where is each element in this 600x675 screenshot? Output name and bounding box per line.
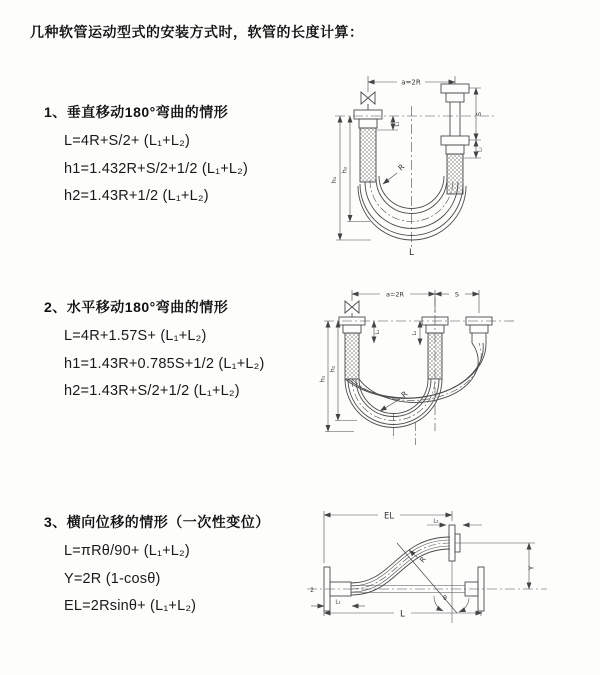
d1-label-a2r: a=2R <box>401 78 421 87</box>
d1-label-h1: h₁ <box>330 176 338 184</box>
diagram-vertical-180-bend <box>313 66 515 258</box>
d3-angle-construction <box>397 543 469 623</box>
d1-label-l2: L₂ <box>477 147 484 152</box>
d1-label-l1: L₁ <box>395 121 401 127</box>
d2-label-radius: R <box>399 389 410 400</box>
d2-arc-center-ticks <box>394 413 416 445</box>
section-heading: 3、横向位移的情形（一次性变位） <box>44 514 270 530</box>
d2-label-s: S <box>454 290 460 299</box>
d3-label-radius: R <box>418 555 428 565</box>
formula-line: Y=2R (1-cosθ) <box>64 570 161 587</box>
d1-right-pipe <box>441 84 469 194</box>
d1-label-h2: h₂ <box>340 166 349 174</box>
formula-line: h2=1.43R+1/2 (L₁+L₂) <box>64 188 209 204</box>
d2-left-pipe <box>339 317 365 379</box>
section-horizontal-180 <box>44 297 265 411</box>
d3-drawing <box>307 511 547 623</box>
d2-valve-icon <box>345 301 359 317</box>
diagram-lateral-displacement <box>299 503 559 648</box>
section-heading: 2、水平移动180°弯曲的情形 <box>44 299 229 315</box>
formula-line: h2=1.43R+S/2+1/2 (L₁+L₂) <box>64 383 240 399</box>
d3-label-el: EL <box>383 511 395 522</box>
d3-label-l: L <box>399 609 406 620</box>
formula-line: h1=1.432R+S/2+1/2 (L₁+L₂) <box>64 160 249 177</box>
d2-u-bend-original <box>345 379 442 428</box>
d2-label-l1: L₁ <box>375 329 381 335</box>
d1-valve-icon <box>361 92 375 110</box>
d1-drawing <box>335 76 495 248</box>
d3-label-z-mark: z̄ <box>310 586 314 594</box>
diagram-horizontal-180-bend <box>312 281 527 453</box>
section-lateral-displacement <box>44 512 270 626</box>
formula-line: L=4R+S/2+ (L₁+L₂) <box>64 133 190 149</box>
d3-label-l1: L₁ <box>335 599 341 606</box>
d3-label-theta: θ <box>443 595 447 602</box>
d2-u-bend-displaced <box>345 343 486 402</box>
d1-left-pipe <box>354 110 382 182</box>
d3-s-curve-hose <box>351 537 450 595</box>
section-vertical-180 <box>44 102 248 216</box>
d2-middle-pipe <box>422 317 448 379</box>
section-heading: 1、垂直移动180°弯曲的情形 <box>44 104 229 120</box>
formula-line: L=4R+1.57S+ (L₁+L₂) <box>64 328 207 344</box>
formula-line: L=πRθ/90+ (L₁+L₂) <box>64 543 190 559</box>
d2-drawing <box>324 290 517 445</box>
d1-label-length: L <box>408 248 415 258</box>
d3-label-y: Y <box>527 565 536 571</box>
d2-dim-a2r-s <box>352 290 479 313</box>
d2-label-h2: h₂ <box>328 365 337 373</box>
d1-radius-leader <box>383 173 397 184</box>
d2-label-a2r: a=2R <box>385 290 405 299</box>
d3-label-l2: L₂ <box>433 518 439 525</box>
formula-line: EL=2Rsinθ+ (L₁+L₂) <box>64 598 197 614</box>
d2-radius-leader <box>380 399 400 411</box>
d2-label-h1: h₁ <box>318 375 327 383</box>
d1-label-s: S <box>475 111 483 117</box>
d3-radius-leader <box>409 550 418 558</box>
page-title: 几种软管运动型式的安装方式时，软管的长度计算： <box>30 24 364 40</box>
d1-label-radius: R <box>396 162 407 173</box>
formula-line: h1=1.43R+0.785S+1/2 (L₁+L₂) <box>64 355 265 372</box>
d2-label-l2: L₂ <box>412 330 418 336</box>
